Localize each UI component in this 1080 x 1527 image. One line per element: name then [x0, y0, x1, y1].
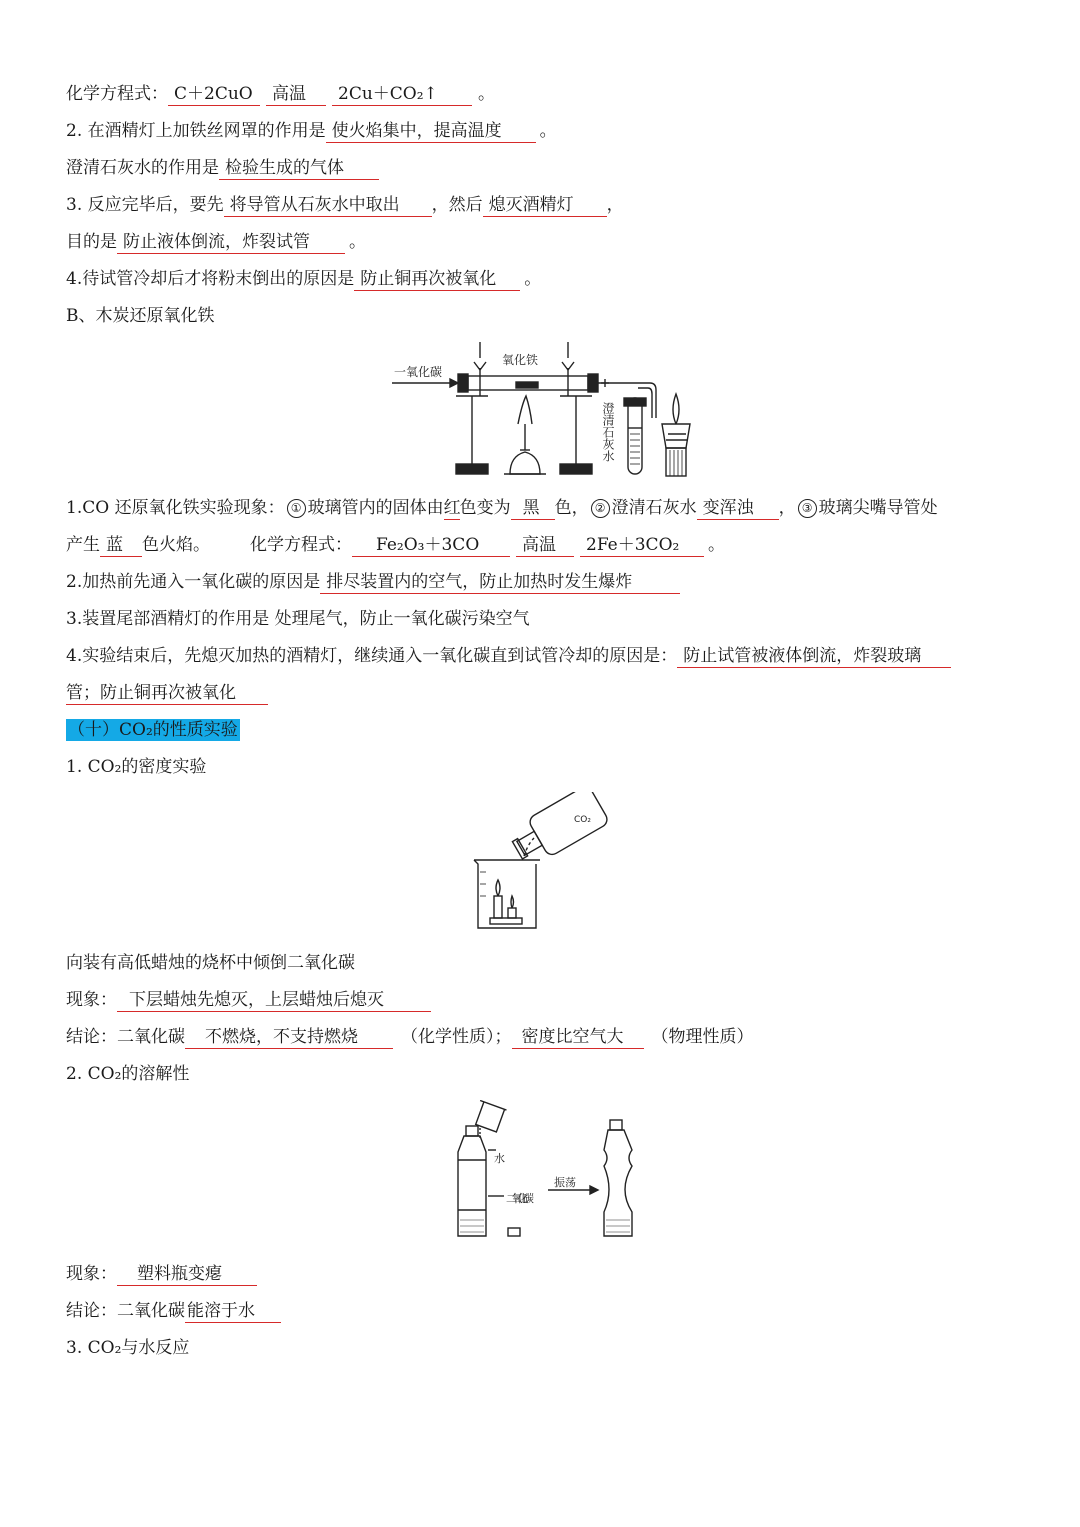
co2-s1-concl	[66, 1026, 754, 1049]
co2-s1-title: 1. CO₂的密度实验	[66, 757, 207, 777]
co2-s1-phen	[66, 989, 431, 1012]
eq-line-a	[66, 83, 495, 106]
q2-end: 。	[539, 121, 557, 141]
q3-end: ，	[606, 195, 624, 215]
label-shake: 振荡	[554, 1176, 576, 1189]
co2-density-figure	[468, 792, 613, 932]
q2b-line-a	[66, 157, 379, 180]
q4-answer: 防止铜再次被氧化	[354, 268, 520, 291]
co2-section-title-line	[66, 719, 240, 741]
s2-concl-label: 结论：二氧化碳	[66, 1301, 185, 1321]
s1-concl-end: （物理性质）	[651, 1027, 754, 1047]
b-q3-line: 3.装置尾部酒精灯的作用是 处理尾气，防止一氧化碳污染空气	[66, 609, 530, 629]
co2-s2-phen	[66, 1263, 257, 1286]
b-eq-condition: 高温	[516, 534, 574, 557]
s1-concl-answer1: 不燃烧，不支持燃烧	[185, 1026, 393, 1049]
q3b-line-a	[66, 231, 366, 254]
b-q4b-line	[66, 682, 268, 705]
label-co2-cn: 二氧化碳	[506, 1192, 534, 1205]
q3-prefix: 3. 反应完毕后，要先	[66, 195, 224, 215]
q3b-end: 。	[349, 232, 366, 252]
circled-2: ②	[591, 499, 610, 518]
co2-section-title: （十）CO₂的性质实验	[68, 720, 238, 740]
label-fe2o3: 氧化铁	[502, 353, 539, 367]
s1-concl-mid: （化学性质）；	[401, 1027, 512, 1047]
b-q1b-answer-blue: 蓝	[100, 534, 142, 557]
co-reduction-apparatus-figure	[390, 338, 695, 480]
q2-prefix: 2. 在酒精灯上加铁丝网罩的作用是	[66, 121, 326, 141]
b-q4-prefix: 4.实验结束后，先熄灭加热的酒精灯，继续通入一氧化碳直到试管冷却的原因是：	[66, 646, 678, 666]
label-co: 一氧化碳	[394, 365, 443, 379]
q2-line-a	[66, 120, 557, 143]
s1-concl-label: 结论：二氧化碳	[66, 1027, 185, 1047]
b-eq-right: 2Fe＋3CO₂	[580, 534, 704, 557]
q2b-prefix: 澄清石灰水的作用是	[66, 158, 219, 178]
co2-s3-title: 3. CO₂与水反应	[66, 1338, 190, 1358]
label-co2-bottle: CO₂	[574, 815, 591, 825]
b-q1-p5: ，	[778, 498, 796, 518]
co2-solubility-figure	[450, 1100, 640, 1242]
eq-label: 化学方程式：	[66, 84, 168, 104]
circled-3: ③	[798, 499, 817, 518]
s2-phen-label: 现象：	[66, 1264, 117, 1284]
s1-phen-label: 现象：	[66, 990, 117, 1010]
co2-s2-concl	[66, 1300, 281, 1323]
b-q1-prefix: 1.CO 还原氧化铁实验现象：	[66, 498, 285, 518]
q3-mid: ，然后	[431, 195, 483, 215]
b-q2-answer: 排尽装置内的空气，防止加热时发生爆炸	[320, 571, 680, 594]
s2-concl-answer: 能溶于水	[185, 1300, 281, 1323]
b-q1-p6: 玻璃尖嘴导管处	[818, 498, 938, 518]
b-q1-p1: 玻璃管内的固体由	[307, 498, 444, 518]
b-q1-answer-red: 红	[443, 498, 461, 518]
b-eq-left: Fe₂O₃＋3CO	[352, 534, 510, 557]
label-limewater: 澄清石灰水	[601, 402, 615, 462]
b-q2-line	[66, 571, 680, 594]
b-eq-end: 。	[708, 535, 725, 555]
q3-answer2: 熄灭酒精灯	[483, 194, 607, 217]
co2-s2-title: 2. CO₂的溶解性	[66, 1064, 190, 1084]
b-q1b-p2: 色火焰。	[142, 535, 210, 555]
q3b-prefix: 目的是	[66, 232, 117, 252]
q2b-answer: 检验生成的气体	[219, 157, 379, 180]
eq-end: 。	[478, 84, 495, 104]
q3-line-a	[66, 194, 624, 217]
label-water: 水	[494, 1152, 505, 1165]
b-q1-p3: 色，	[554, 498, 589, 518]
b-q1-answer-black: 黑	[511, 497, 555, 520]
eq-right: 2Cu＋CO₂↑	[332, 83, 472, 106]
section-b-title: B、木炭还原氧化铁	[66, 306, 215, 326]
b-q4-answer2: 管；防止铜再次被氧化	[66, 682, 268, 705]
b-q1-line	[66, 497, 938, 520]
circled-1: ①	[287, 499, 306, 518]
eq-condition: 高温	[266, 83, 326, 106]
b-q2-prefix: 2.加热前先通入一氧化碳的原因是	[66, 572, 321, 592]
q3-answer1: 将导管从石灰水中取出	[224, 194, 432, 217]
b-q1-answer-turbid: 变浑浊	[697, 497, 779, 520]
q3b-answer: 防止液体倒流，炸裂试管	[117, 231, 345, 254]
s1-phen-answer: 下层蜡烛先熄灭，上层蜡烛后熄灭	[117, 989, 431, 1012]
b-q4-answer1: 防止试管被液体倒流，炸裂玻璃	[677, 645, 951, 668]
b-q1-p4: 澄清石灰水	[611, 498, 697, 518]
co2-s1-desc: 向装有高低蜡烛的烧杯中倾倒二氧化碳	[66, 953, 355, 973]
b-q4-line	[66, 645, 951, 668]
s2-phen-answer: 塑料瓶变瘪	[117, 1263, 257, 1286]
b-q1b-p1: 产生	[66, 535, 100, 555]
eq-left: C＋2CuO	[168, 83, 260, 106]
b-q1-p2: 色变为	[459, 498, 511, 518]
q4-line-a	[66, 268, 541, 291]
q4-end: 。	[524, 269, 542, 289]
q4-prefix: 4.待试管冷却后才将粉末倒出的原因是	[66, 269, 355, 289]
s1-concl-answer2: 密度比空气大	[512, 1026, 644, 1049]
q2-answer: 使火焰集中，提高温度	[326, 120, 536, 143]
b-q1b-line	[66, 534, 725, 557]
b-eq-label: 化学方程式：	[250, 535, 352, 555]
